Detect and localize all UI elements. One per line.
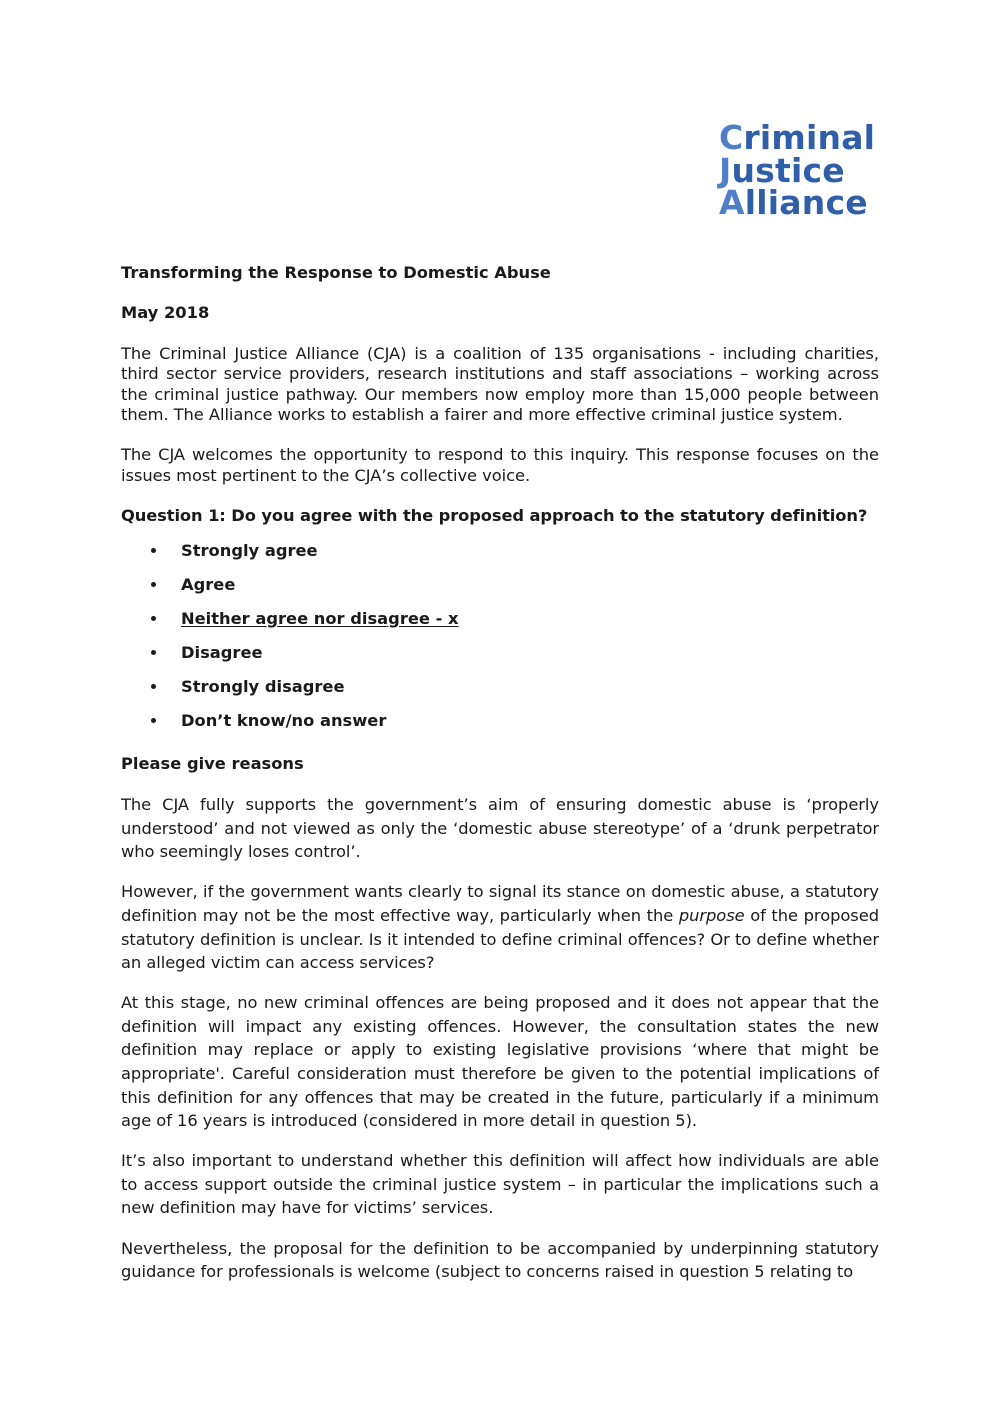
answer-options xyxy=(121,541,879,745)
option-label: Disagree xyxy=(181,642,263,662)
bullet-icon xyxy=(151,718,156,723)
bullet-icon xyxy=(151,616,156,621)
document-title: Transforming the Response to Domestic Abuse xyxy=(121,263,551,282)
option-label: Agree xyxy=(181,574,236,594)
intro-paragraph-2: The CJA welcomes the opportunity to respond to this inquiry. This response focuses on the issues most pertinent to the CJA’s collective voice. xyxy=(121,445,879,485)
option-label: Strongly disagree xyxy=(181,676,345,696)
option-label: Strongly agree xyxy=(181,540,318,560)
logo-line-alliance xyxy=(719,183,899,222)
reason-2-text-start: However, if the government wants clearly to signal its stance on domestic abuse, a statutory definition may not be the most effective way, particularly when the xyxy=(121,882,879,925)
logo-text-lliance: lliance xyxy=(744,183,868,222)
option-agree xyxy=(121,575,879,609)
reason-2-emphasis: purpose xyxy=(678,905,745,925)
option-disagree xyxy=(121,643,879,677)
document-body xyxy=(121,263,879,1300)
option-neither-selected xyxy=(121,609,879,643)
bullet-icon xyxy=(151,684,156,689)
bullet-icon xyxy=(151,582,156,587)
reason-2-text-end: of the proposed statutory definition is unclear. Is it intended to define criminal offences? Or to define whether an alleged victim can access services? xyxy=(121,905,879,973)
question-1: Question 1: Do you agree with the proposed approach to the statutory definition? xyxy=(121,506,868,526)
reason-paragraph-4: It’s also important to understand whether this definition will affect how individuals are able to access support outside the criminal justice system – in particular the implications such a new definition may have for victims’ services. xyxy=(121,1151,879,1218)
logo-text-ustice: ustice xyxy=(731,150,845,190)
reasons-heading: Please give reasons xyxy=(121,753,304,773)
logo-initial-c: C xyxy=(719,118,744,157)
option-strongly-agree xyxy=(121,541,879,575)
bullet-icon xyxy=(151,650,156,655)
option-strongly-disagree xyxy=(121,677,879,711)
logo-text-riminal: riminal xyxy=(743,118,876,157)
document-date: May 2018 xyxy=(121,303,210,323)
bullet-icon xyxy=(151,548,156,553)
logo-initial-j: J xyxy=(719,150,732,190)
option-dont-know xyxy=(121,711,879,745)
option-label: Don’t know/no answer xyxy=(181,710,387,730)
reason-paragraph-1: The CJA fully supports the government’s aim of ensuring domestic abuse is ‘properly understood’ and not viewed as only the ‘domestic abuse stereotype’ of a ‘drunk perpetrator who seemingly loses control’. xyxy=(121,795,879,862)
reason-paragraph-5: Nevertheless, the proposal for the definition to be accompanied by underpinning statutory guidance for professionals is welcome (subject to concerns raised in question 5 relating to xyxy=(121,1238,879,1282)
reason-paragraph-2 xyxy=(121,880,879,974)
cja-logo xyxy=(719,118,899,222)
reason-paragraph-3: At this stage, no new criminal offences are being proposed and it does not appear that the definition will impact any existing offences. However, the consultation states the new definition may replace or apply to existing legislative provisions ‘where that might be appropriate'. Careful consideration must therefore be given to the potential implications of this definition for any offences that may be created in the future, particularly if a minimum age of 16 years is introduced (considered in more detail in question 5). xyxy=(121,993,879,1131)
intro-paragraph-1: The Criminal Justice Alliance (CJA) is a coalition of 135 organisations - including charities, third sector service providers, research institutions and staff associations – working across the criminal justice pathway. Our members now employ more than 15,000 people between them. The Alliance works to establish a fairer and more effective criminal justice system. xyxy=(121,343,879,425)
option-label: Neither agree nor disagree - x xyxy=(181,608,459,628)
logo-initial-a: A xyxy=(719,183,745,222)
